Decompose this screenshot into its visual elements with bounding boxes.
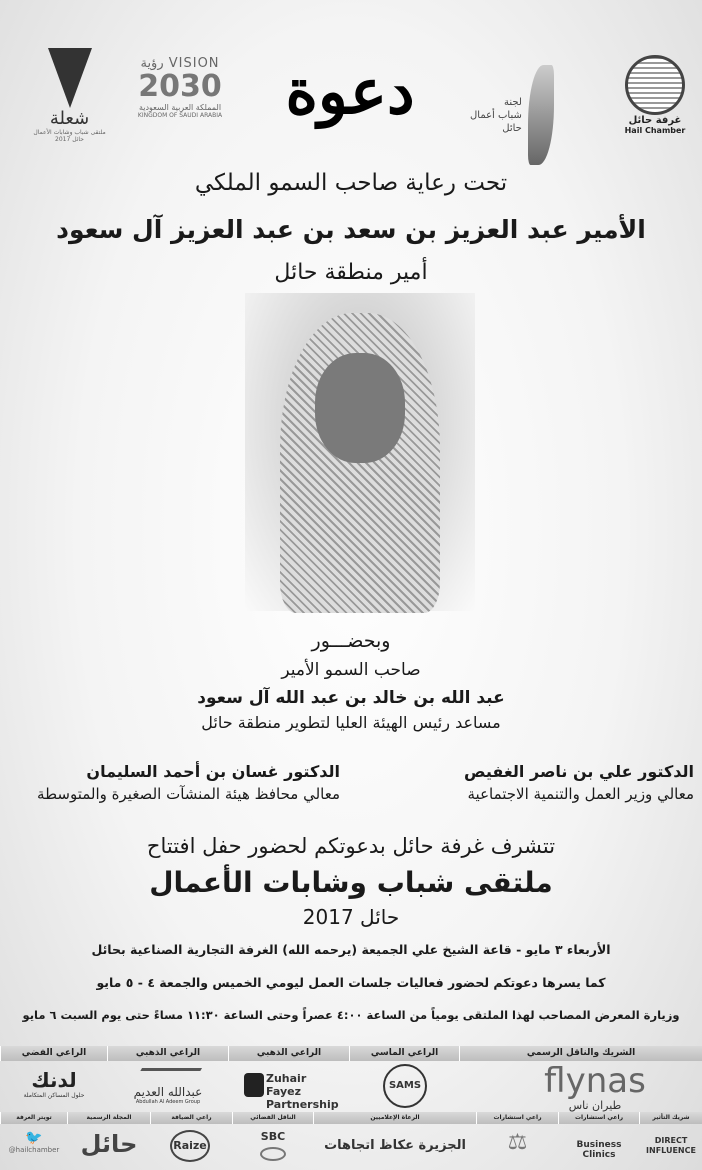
sponsor-label-consulting: راعي استشارات (558, 1112, 639, 1124)
event-detail-1: الأربعاء ٣ مايو - قاعة الشيخ علي الجميعة (يرحمه الله) الغرفة التجارية الصناعية بحائل (91, 942, 611, 957)
sponsor-label-gold: الراعي الذهبي (228, 1046, 349, 1061)
eagle-icon (134, 1068, 202, 1082)
youth-committee-logo: لجنة شباب أعمال حائل (470, 65, 580, 165)
face-shape (315, 353, 405, 463)
media-logos: الجزيرة عكاظ اتجاهات (324, 1138, 466, 1153)
shoala-flame-icon (48, 48, 92, 108)
event-detail-2: كما يسرها دعوتكم لحضور فعاليات جلسات العمل ليومي الخميس والجمعة ٤ - ٥ مايو (96, 975, 606, 990)
shoala-logo: شعلة ملتقى شباب وشابات الأعمال حائل 2017 (22, 48, 117, 143)
patron-title: أمير منطقة حائل (274, 260, 428, 285)
direct-influence-logo: DIRECT INFLUENCE (646, 1136, 696, 1155)
sponsor-label-silver: الراعي الفضي (0, 1046, 107, 1061)
sponsor-label-hospitality: راعي الضيافة (150, 1112, 232, 1124)
business-clinics-logo: Business Clinics (576, 1140, 622, 1160)
event-name: ملتقى شباب وشابات الأعمال (149, 866, 553, 899)
consulting-logo: ⚖ (507, 1130, 528, 1155)
flynas-logo: flynas طيران ناس (544, 1061, 646, 1112)
attendance-name: عبد الله بن خالد بن عبد الله آل سعود (197, 688, 505, 708)
patron-portrait (245, 293, 475, 611)
event-year: حائل 2017 (302, 905, 400, 929)
invitation-line: تتشرف غرفة حائل بدعوتكم لحضور حفل افتتاح (146, 834, 556, 858)
guest-1: الدكتور علي بن ناصر الغفيص معالي وزير العمل والتنمية الاجتماعية (464, 762, 694, 803)
ladunk-logo: لدنك حلول المساكن المتكاملة (23, 1068, 85, 1099)
attendance-heading: وبحضـــور (311, 630, 391, 652)
chamber-seal-icon (625, 55, 685, 115)
twitter-account[interactable]: 🐦 @hailchamber (2, 1130, 66, 1154)
zuhair-fayez-logo: Zuhair Fayez Partnership (266, 1072, 339, 1111)
sbc-emblem-icon (260, 1147, 286, 1161)
dawa-calligraphy-title: دعوة (285, 55, 415, 128)
sbc-logo: SBC (235, 1130, 311, 1161)
sponsor-label-media: الرعاة الإعلاميين (313, 1112, 476, 1124)
flame-icon (528, 65, 554, 165)
sponsor-label-diamond: الراعي الماسي (349, 1046, 459, 1061)
hail-magazine-logo: حائل (80, 1130, 138, 1158)
vision-2030-logo: VISION رؤية 2030 المملكة العربية السعودية KINGDOM OF SAUDI ARABIA (137, 56, 223, 119)
sponsor-label-twitter: تويتر الغرفة (0, 1112, 67, 1124)
sponsor-label-official-carrier: الشريك والناقل الرسمي (459, 1046, 702, 1061)
sams-logo: SAMS (383, 1064, 427, 1108)
sponsor-label-satellite: الناقل الفضائي (232, 1112, 313, 1124)
attendance-title: مساعد رئيس الهيئة العليا لتطوير منطقة حائل (201, 713, 501, 732)
hail-chamber-logo: غرفة حائل Hail Chamber (615, 55, 695, 135)
sponsor-label-magazine: المجلة الرسمية (67, 1112, 150, 1124)
patron-name: الأمير عبد العزيز بن سعد بن عبد العزيز آل سعود (56, 215, 646, 244)
sponsor-label-gold: الراعي الذهبي (107, 1046, 228, 1061)
event-detail-3: وزيارة المعرض المصاحب لهذا الملتقى يومياً من الساعة ٤:٠٠ عصراً وحتى الساعة ١١:٣٠ مساءً حتى يوم السبت ٦ مايو (22, 1008, 680, 1022)
sponsor-label-influence: شريك التأثير (639, 1112, 702, 1124)
guest-2: الدكتور غسان بن أحمد السليمان معالي محافظ هيئة المنشآت الصغيرة والمتوسطة (37, 762, 340, 803)
patronage-line: تحت رعاية صاحب السمو الملكي (194, 170, 508, 196)
aladeem-logo: عبدالله العديم Abdullah Al Adeem Group (118, 1068, 218, 1105)
raize-logo: Raize (170, 1130, 210, 1162)
twitter-bird-icon: 🐦 (25, 1130, 43, 1146)
attendance-honorific: صاحب السمو الأمير (281, 660, 421, 680)
sponsor-label-consulting: راعي استشارات (476, 1112, 558, 1124)
zuhair-fayez-icon (244, 1073, 264, 1097)
